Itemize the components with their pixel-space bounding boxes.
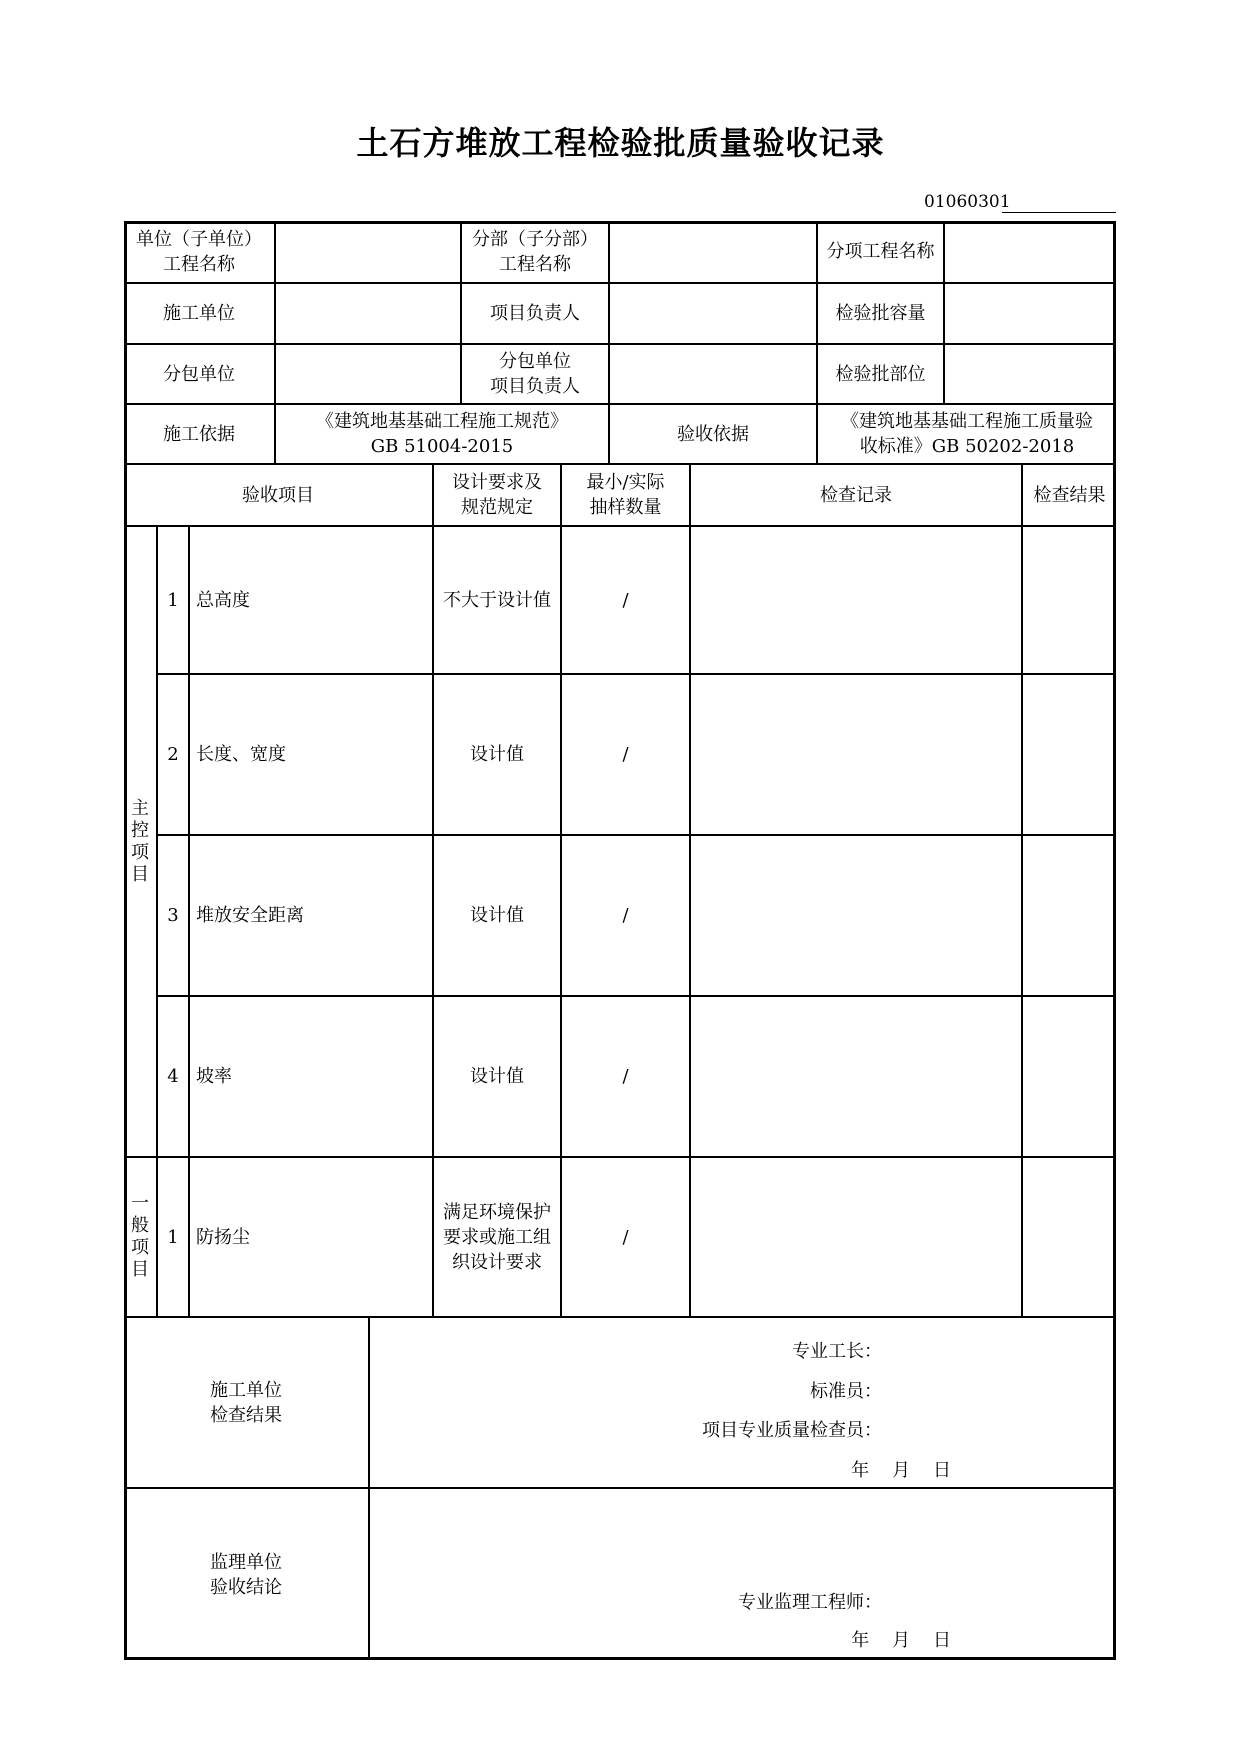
item-name: 防扬尘 bbox=[196, 1226, 250, 1248]
item-requirement: 设计值 bbox=[470, 1066, 524, 1087]
acceptance-basis-label: 验收依据 bbox=[677, 423, 749, 445]
item-inspection-result[interactable] bbox=[1023, 836, 1116, 995]
group-char: 目 bbox=[131, 1259, 149, 1280]
form-code: 01060301 bbox=[924, 192, 1011, 212]
item-number: 4 bbox=[167, 1066, 179, 1087]
item-name: 堆放安全距离 bbox=[196, 905, 304, 926]
contractor-value[interactable] bbox=[276, 284, 460, 343]
item-inspection-record[interactable] bbox=[691, 997, 1021, 1156]
item-sample-count[interactable]: / bbox=[622, 589, 629, 611]
item-sample-count[interactable]: / bbox=[622, 1066, 629, 1087]
batch-location-value[interactable] bbox=[945, 345, 1116, 403]
batch-location-label: 检验批部位 bbox=[835, 363, 926, 385]
group-char: 般 bbox=[131, 1215, 149, 1236]
item-sample-count[interactable]: / bbox=[622, 744, 629, 765]
unit-project-name-label: 单位（子单位） 工程名称 bbox=[136, 228, 262, 275]
item-inspection-record[interactable] bbox=[691, 1158, 1021, 1316]
item-requirement: 设计值 bbox=[470, 744, 524, 765]
item-sample-count[interactable]: / bbox=[622, 905, 629, 926]
batch-capacity-label: 检验批容量 bbox=[835, 303, 926, 324]
foreman-signature[interactable]: 专业工长： bbox=[792, 1341, 882, 1362]
sub-lead-value[interactable] bbox=[610, 345, 816, 403]
quality-inspector-signature[interactable]: 项目专业质量检查员： bbox=[702, 1420, 882, 1441]
item-requirement: 满足环境保护 要求或施工组 织设计要求 bbox=[443, 1201, 551, 1273]
item-number: 1 bbox=[167, 1226, 179, 1248]
supervisor-check-date[interactable]: 年 月 日 bbox=[851, 1630, 951, 1651]
contractor-check-date[interactable]: 年 月 日 bbox=[851, 1460, 951, 1481]
item-requirement: 不大于设计值 bbox=[443, 589, 551, 611]
project-lead-value[interactable] bbox=[610, 284, 816, 343]
col-design-requirement: 设计要求及 规范规定 bbox=[452, 472, 542, 518]
sub-lead-label: 分包单位 项目负责人 bbox=[490, 351, 580, 397]
group-char: 主 bbox=[131, 797, 149, 819]
item-inspection-result[interactable] bbox=[1023, 1158, 1116, 1316]
item-sample-count[interactable]: / bbox=[622, 1226, 629, 1248]
general-group-label bbox=[124, 1158, 156, 1316]
item-inspection-result[interactable] bbox=[1023, 997, 1116, 1156]
group-char: 项 bbox=[131, 841, 149, 863]
item-name: 总高度 bbox=[196, 589, 250, 611]
supervisor-engineer-signature[interactable]: 专业监理工程师： bbox=[738, 1592, 882, 1613]
subcontractor-value[interactable] bbox=[276, 345, 460, 403]
subitem-name-label: 分项工程名称 bbox=[826, 241, 935, 262]
standards-officer-signature[interactable]: 标准员： bbox=[810, 1381, 882, 1402]
page-title: 土石方堆放工程检验批质量验收记录 bbox=[356, 124, 885, 162]
form-code-underline bbox=[1002, 212, 1116, 213]
col-inspection-item: 验收项目 bbox=[242, 484, 314, 506]
col-inspection-result: 检查结果 bbox=[1033, 484, 1106, 506]
contractor-check-label: 施工单位 检查结果 bbox=[210, 1379, 282, 1426]
supervisor-conclusion-label: 监理单位 验收结论 bbox=[210, 1551, 282, 1598]
column-divider bbox=[368, 1316, 370, 1660]
group-char: 控 bbox=[131, 819, 149, 841]
subcontractor-label: 分包单位 bbox=[163, 363, 235, 385]
project-lead-label: 项目负责人 bbox=[490, 303, 580, 324]
construction-basis-label: 施工依据 bbox=[163, 423, 235, 445]
item-inspection-record[interactable] bbox=[691, 527, 1021, 673]
subitem-name-value[interactable] bbox=[945, 221, 1116, 282]
unit-project-name-value[interactable] bbox=[276, 221, 460, 282]
division-name-value[interactable] bbox=[610, 221, 816, 282]
col-inspection-record: 检查记录 bbox=[820, 484, 892, 506]
contractor-label: 施工单位 bbox=[163, 303, 235, 324]
main-control-group-label bbox=[124, 527, 156, 1156]
item-number: 1 bbox=[167, 589, 179, 611]
item-name: 长度、宽度 bbox=[196, 744, 286, 765]
group-char: 一 bbox=[131, 1193, 149, 1214]
division-name-label: 分部（子分部） 工程名称 bbox=[472, 228, 598, 275]
item-requirement: 设计值 bbox=[470, 905, 524, 926]
item-inspection-result[interactable] bbox=[1023, 675, 1116, 834]
construction-basis-value: 《建筑地基基础工程施工规范》 GB 51004-2015 bbox=[316, 411, 568, 457]
item-number: 2 bbox=[167, 744, 179, 765]
group-char: 项 bbox=[131, 1237, 149, 1258]
item-inspection-record[interactable] bbox=[691, 836, 1021, 995]
batch-capacity-value[interactable] bbox=[945, 284, 1116, 343]
item-number: 3 bbox=[167, 905, 179, 926]
acceptance-basis-value: 《建筑地基基础工程施工质量验 收标准》GB 50202-2018 bbox=[841, 411, 1093, 457]
col-sample-count: 最小/实际 抽样数量 bbox=[586, 472, 665, 518]
group-char: 目 bbox=[131, 863, 149, 885]
item-inspection-result[interactable] bbox=[1023, 527, 1116, 673]
item-inspection-record[interactable] bbox=[691, 675, 1021, 834]
item-name: 坡率 bbox=[196, 1066, 232, 1087]
